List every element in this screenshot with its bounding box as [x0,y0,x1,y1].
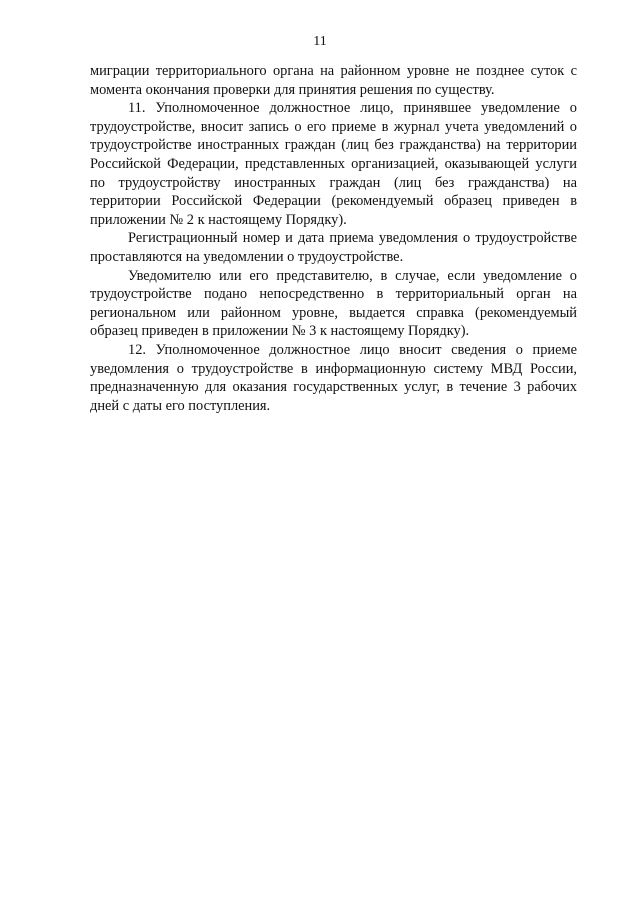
paragraph-item-11: 11. Уполномоченное должностное лицо, принявшее уведомление о трудоустройстве, вносит запись о его приеме в журнал учета уведомлений о трудоустройстве иностранных граждан (лиц без гражданства) на территории Российской Федерации, представленных организацией, оказывающей услуги по трудоустройству иностранных граждан (лиц без гражданства) на территории Российской Федерации (рекомендуемый образец приведен в приложении № 2 к настоящему Порядку). [90,100,577,228]
paragraph-registration-number: Регистрационный номер и дата приема уведомления о трудоустройстве проставляются на уведомлении о трудоустройстве. [90,230,577,265]
paragraph-notifier-certificate: Уведомителю или его представителю, в случае, если уведомление о трудоустройстве подано непосредственно в территориальный орган на региональном или районном уровне, выдается справка (рекомендуемый образец приведен в приложении № 3 к настоящему Порядку). [90,267,577,340]
paragraph-continuation: миграции территориального органа на районном уровне не позднее суток с момента окончания проверки для принятия решения по существу. [90,63,577,98]
page-number: 11 [313,34,327,49]
document-body [90,62,577,415]
paragraph-item-12: 12. Уполномоченное должностное лицо вносит сведения о приеме уведомления о трудоустройстве в информационную систему МВД России, предназначенную для оказания государственных услуг, в течение 3 рабочих дней с даты его поступления. [90,341,577,414]
